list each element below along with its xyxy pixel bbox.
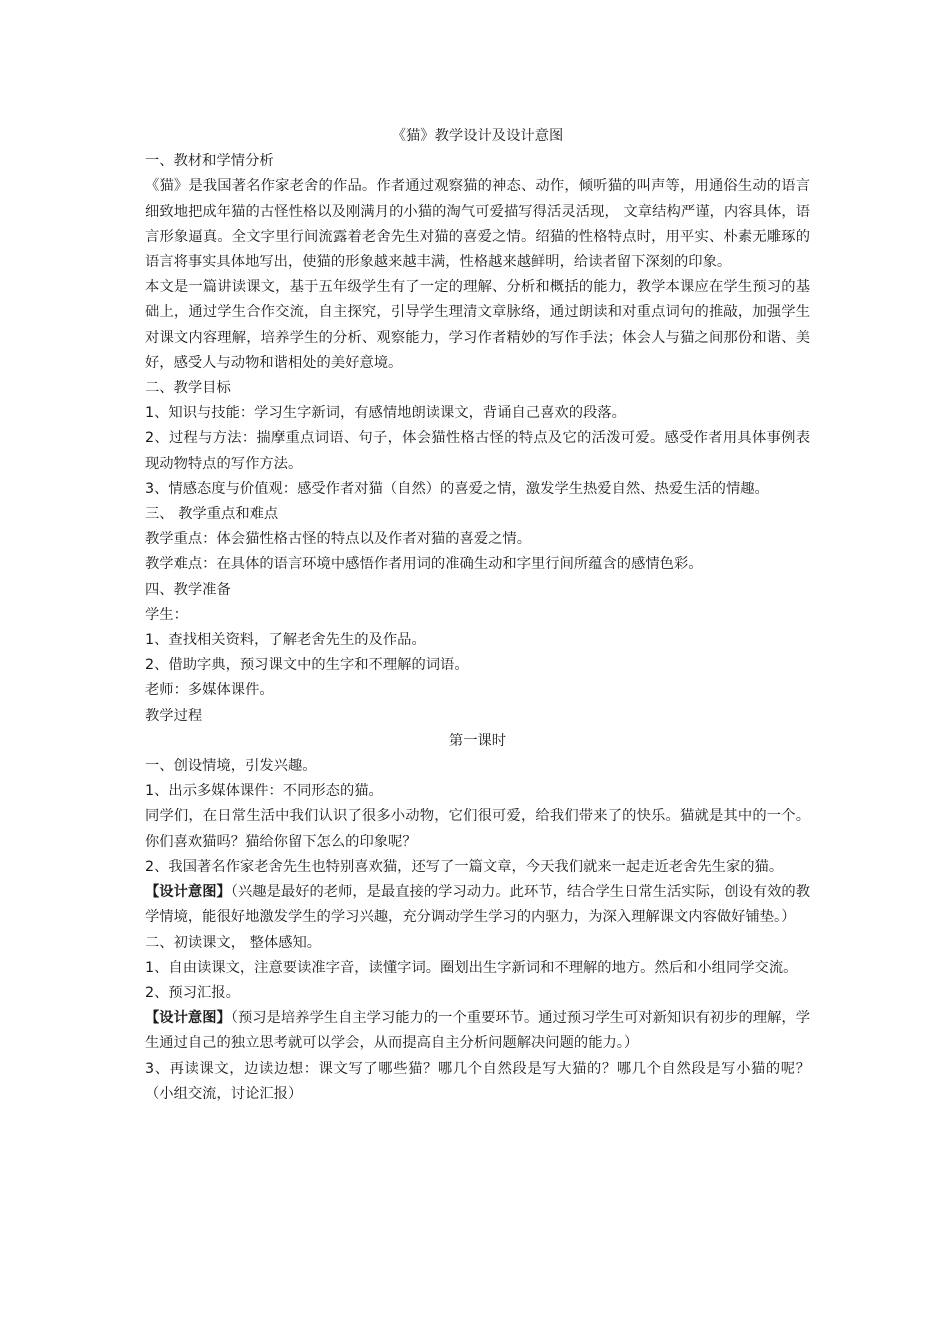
design-note bbox=[145, 1006, 810, 1056]
design-label: 【设计意图】 bbox=[145, 884, 231, 901]
section-heading: 四、教学准备 bbox=[145, 581, 231, 598]
list-item: 2、借助字典，预习课文中的生字和不理解的词语。 bbox=[145, 657, 469, 674]
section-heading: 二、初读课文， 整体感知。 bbox=[145, 934, 322, 951]
paragraph: 老师：多媒体课件。 bbox=[145, 682, 274, 699]
list-item: 2、预习汇报。 bbox=[145, 984, 240, 1001]
list-item: 1、自由读课文，注意要读准字音，读懂字词。圈划出生字新词和不理解的地方。然后和小组同学交流。 bbox=[145, 959, 798, 976]
list-item: 3、情感态度与价值观：感受作者对猫（自然）的喜爱之情，激发学生热爱自然、热爱生活的情趣。 bbox=[145, 480, 769, 497]
design-note bbox=[145, 880, 810, 930]
section-heading: 三、 教学重点和难点 bbox=[145, 506, 279, 523]
section-heading: 教学过程 bbox=[145, 707, 203, 724]
document-title: 《猫》教学设计及设计意图 bbox=[391, 128, 564, 144]
list-item: 2、我国著名作家老舍先生也特别喜欢猫，还写了一篇文章，今天我们就来一起走近老舍先生家的猫。 bbox=[145, 858, 784, 875]
paragraph: 《猫》是我国著名作家老舍的作品。作者通过观察猫的神态、动作，倾听猫的叫声等，用通俗生动的语言细致地把成年猫的古怪性格以及刚满月的小猫的淘气可爱描写得活灵活现， 文章结构严谨，内容具体，语言形象逼真。全文字里行间流露着老舍先生对猫的喜爱之情。绍猫的性格特点时，用平实、朴素无雕琢的语言将事实具体地写出，使猫的形象越来越丰满，性格越来越鲜明，给读者留下深刻的印象。 bbox=[145, 178, 810, 271]
list-item: 2、过程与方法：揣摩重点词语、句子，体会猫性格古怪的特点及它的活泼可爱。感受作者用具体事例表现动物特点的写作方法。 bbox=[145, 430, 810, 472]
list-item: 3、再读课文，边读边想：课文写了哪些猫？哪几个自然段是写大猫的？哪几个自然段是写小猫的呢？（小组交流，讨论汇报） bbox=[145, 1060, 810, 1102]
list-item: 1、查找相关资料，了解老舍先生的及作品。 bbox=[145, 632, 426, 649]
section-heading: 一、教材和学情分析 bbox=[145, 153, 274, 170]
section-heading: 二、教学目标 bbox=[145, 380, 231, 397]
section-heading: 一、创设情境，引发兴趣。 bbox=[145, 758, 317, 775]
lesson-heading: 第一课时 bbox=[448, 732, 507, 749]
list-item: 1、知识与技能：学习生字新词，有感情地朗读课文，背诵自己喜欢的段落。 bbox=[145, 405, 626, 422]
paragraph: 本文是一篇讲读课文，基于五年级学生有了一定的理解、分析和概括的能力，教学本课应在学生预习的基础上，通过学生合作交流，自主探究，引导学生理清文章脉络，通过朗读和对重点词句的推敲，加强学生对课文内容理解，培养学生的分析、观察能力，学习作者精妙的写作手法；体会人与猫之间那份和谐、美好，感受人与动物和谐相处的美好意境。 bbox=[145, 279, 810, 371]
design-text: （兴趣是最好的老师，是最直接的学习动力。此环节，结合学生日常生活实际，创设有效的教学情境，能很好地激发学生的学习兴趣，充分调动学生学习的内驱力，为深入理解课文内容做好铺垫。） bbox=[145, 884, 810, 926]
paragraph: 教学重点：体会猫性格古怪的特点以及作者对猫的喜爱之情。 bbox=[145, 531, 532, 548]
paragraph: 教学难点：在具体的语言环境中感悟作者用词的准确生动和字里行间所蕴含的感情色彩。 bbox=[145, 556, 703, 573]
document-page bbox=[145, 124, 810, 1107]
label: 学生： bbox=[145, 606, 188, 623]
paragraph: 同学们，在日常生活中我们认识了很多小动物，它们很可爱，给我们带来了的快乐。猫就是其中的一个。你们喜欢猫吗？猫给你留下怎么的印象呢？ bbox=[145, 808, 810, 850]
list-item: 1、出示多媒体课件：不同形态的猫。 bbox=[145, 783, 383, 800]
design-text: （预习是培养学生自主学习能力的一个重要环节。通过预习学生可对新知识有初步的理解，学生通过自己的独立思考就可以学会，从而提高自主分析问题解决问题的能力。） bbox=[145, 1010, 810, 1052]
design-label: 【设计意图】 bbox=[145, 1010, 231, 1027]
